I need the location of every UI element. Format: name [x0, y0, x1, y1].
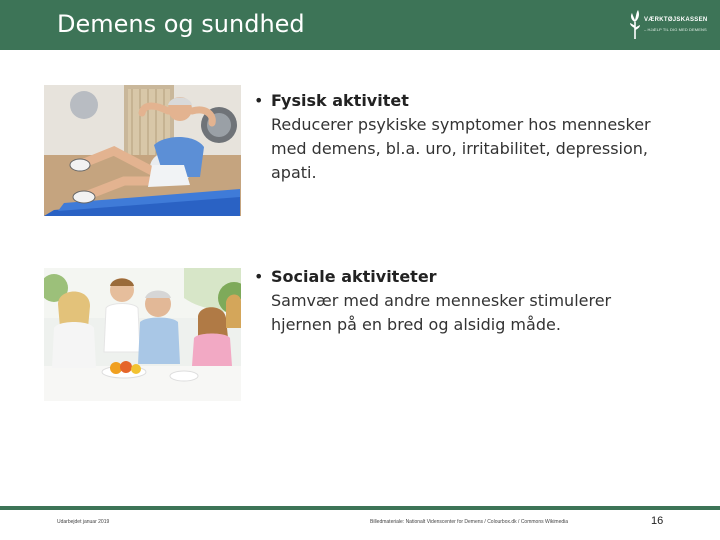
page-title: Demens og sundhed — [57, 10, 305, 38]
bullet-title-text: Fysisk aktivitet — [271, 91, 409, 110]
brand-logo — [628, 8, 712, 42]
bullet-title-text: Sociale aktiviteter — [271, 267, 437, 286]
footer-date: Udarbejdet januar 2019 — [57, 519, 110, 525]
leaf-tree-icon — [628, 8, 642, 40]
bullet-title — [254, 90, 674, 112]
footer-divider — [0, 506, 720, 510]
family-gathering-photo — [44, 268, 241, 401]
logo-name: VÆRKTØJSKASSEN — [644, 17, 708, 23]
bullet-social-activities — [254, 266, 674, 337]
bullet-body: Samvær med andre mennesker stimulerer hjernen på en bred og alsidig måde. — [271, 291, 612, 334]
bullet-body: Reducerer psykiske symptomer hos mennesker med demens, bl.a. uro, irritabilitet, depression, apati. — [271, 115, 651, 182]
bullet-title — [254, 266, 674, 288]
logo-tagline: – HJÆLP TIL DIG MED DEMENS — [644, 27, 707, 32]
bullet-marker: • — [254, 91, 264, 110]
bullet-physical-activity — [254, 90, 674, 185]
exercise-photo — [44, 85, 241, 216]
footer-credits: Billedmateriale: Nationalt Videnscenter for Demens / Colourbox.dk / Commons Wikimedia — [370, 519, 569, 525]
bullet-marker: • — [254, 267, 264, 286]
page-number: 16 — [651, 515, 664, 527]
slide-header — [0, 0, 720, 50]
